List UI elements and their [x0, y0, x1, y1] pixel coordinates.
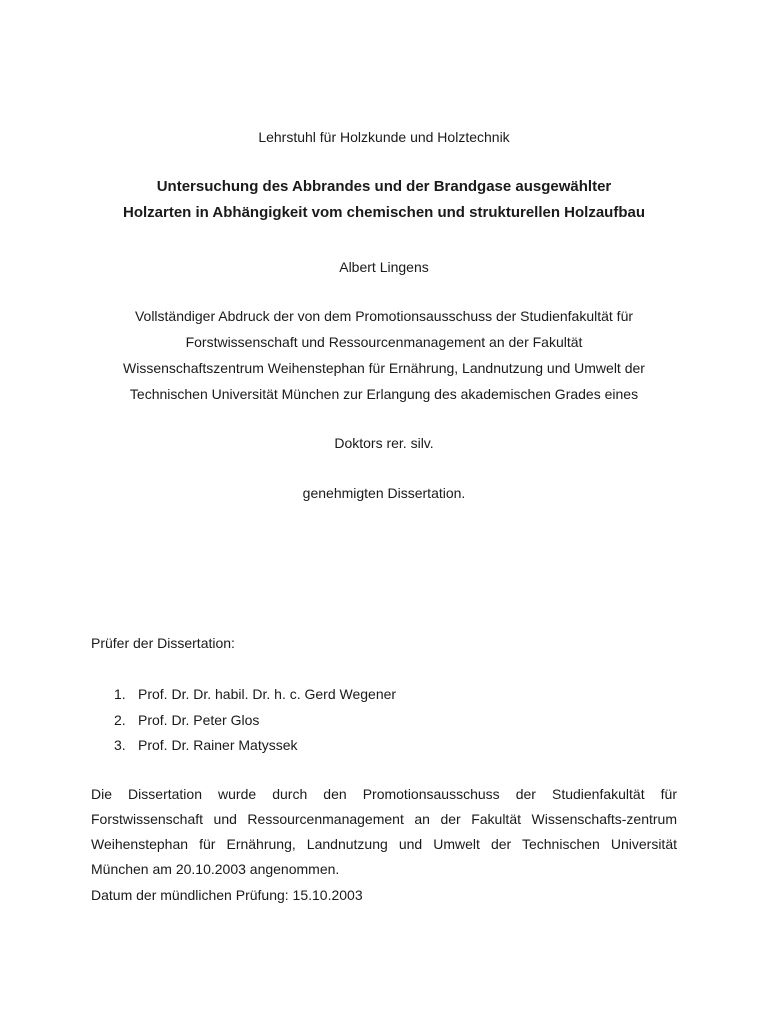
list-number: 2.	[114, 711, 126, 728]
chair-name: Lehrstuhl für Holzkunde und Holztechnik	[258, 129, 510, 145]
examiner-name: Prof. Dr. Rainer Matyssek	[138, 737, 298, 753]
examiners-heading: Prüfer der Dissertation:	[91, 635, 235, 651]
abdruck-line-2: Forstwissenschaft und Ressourcenmanagement an der Fakultät	[185, 334, 583, 350]
list-item	[91, 733, 396, 759]
abdruck-line-1: Vollständiger Abdruck der von dem Promotionsausschuss der Studienfakultät für	[134, 308, 634, 324]
examiner-name: Prof. Dr. Dr. habil. Dr. h. c. Gerd Wegener	[138, 686, 397, 702]
dissertation-title	[0, 174, 768, 226]
examiner-name: Prof. Dr. Peter Glos	[138, 711, 260, 728]
oral-exam-date: Datum der mündlichen Prüfung: 15.10.2003	[91, 887, 363, 903]
title-line-2: Holzarten in Abhängigkeit vom chemischen und strukturellen Holzaufbau	[122, 204, 645, 221]
list-number: 3.	[114, 737, 126, 753]
degree-name: Doktors rer. silv.	[334, 435, 434, 451]
abdruck-line-3: Wissenschaftszentrum Weihenstephan für Ernährung, Landnutzung und Umwelt der	[123, 360, 645, 376]
acceptance-statement: Die Dissertation wurde durch den Promotionsausschuss der Studienfakultät für Forstwissenschaft und Ressourcenmanagement an der Fakultät Wissenschafts-zentrum Weihenstephan für Ernährung, Landnutzung und Umwelt der Technischen Universität München am 20.10.2003 angenommen.	[91, 786, 677, 877]
title-line-1: Untersuchung des Abbrandes und der Brandgase ausgewählter	[156, 178, 612, 195]
list-item	[91, 682, 396, 708]
examiners-list	[91, 682, 396, 759]
approved-dissertation: genehmigten Dissertation.	[302, 485, 466, 501]
author-name: Albert Lingens	[339, 259, 429, 275]
list-number: 1.	[114, 686, 126, 702]
full-print-statement	[0, 303, 768, 407]
abdruck-line-4: Technischen Universität München zur Erlangung des akademischen Grades eines	[129, 386, 639, 402]
list-item	[91, 708, 396, 734]
